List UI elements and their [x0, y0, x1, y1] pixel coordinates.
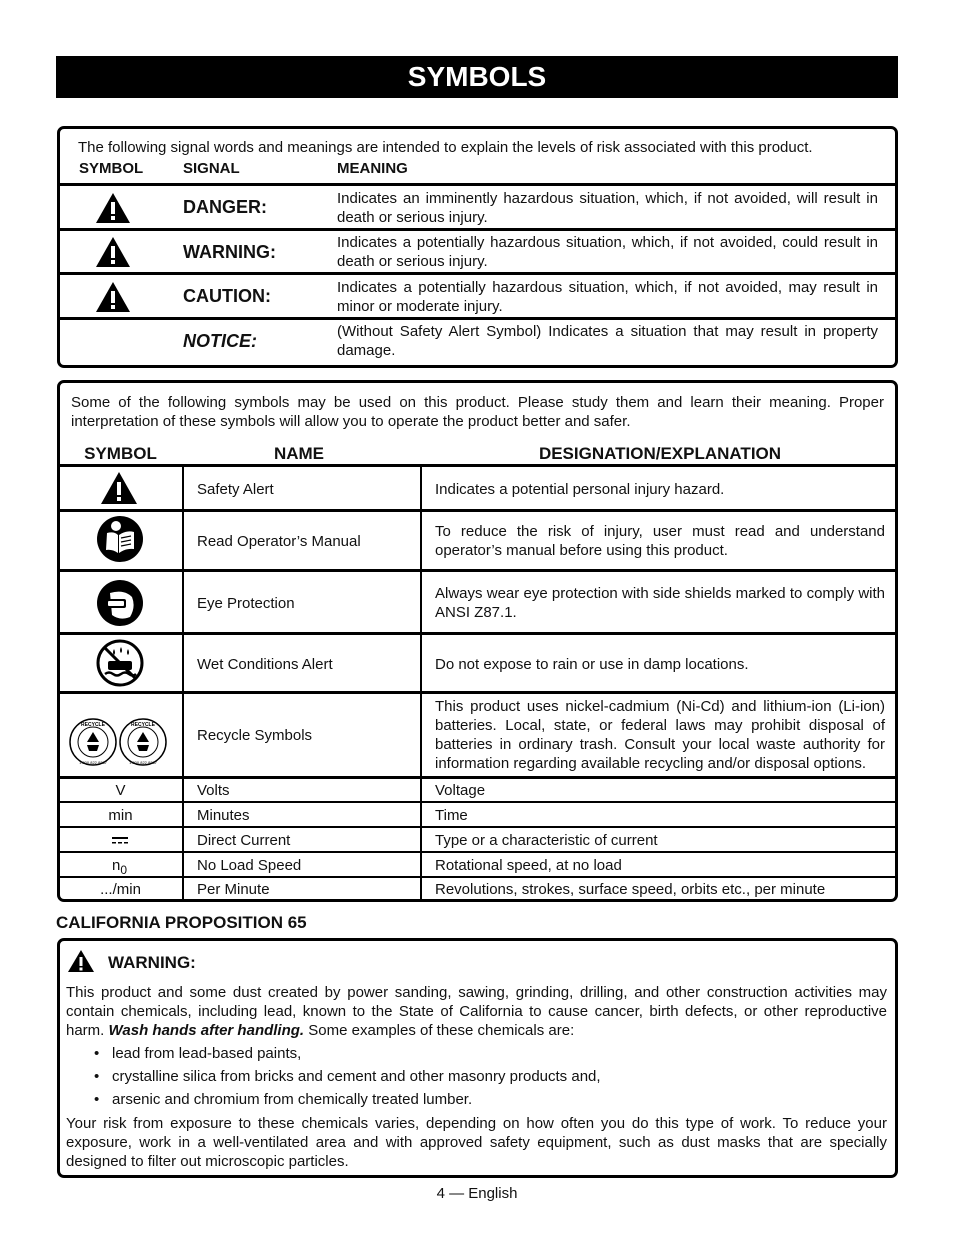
- symbol-name-read-manual: Read Operator’s Manual: [197, 533, 361, 550]
- signal-caution-meaning: Indicates a potentially hazardous situation, which, if not avoided, may result in minor or moderate injury.: [337, 279, 878, 315]
- recycle-seal-bottom-text: 1.800.822.8837: [79, 760, 107, 765]
- symbol-expl-wet-conditions: Do not expose to rain or use in damp locations.: [435, 656, 749, 673]
- recycle-seal-icon: [119, 718, 167, 766]
- page-footer: 4 — English: [436, 1185, 518, 1202]
- symbol-expl-volts: Voltage: [435, 782, 486, 799]
- symbol-volts: V: [115, 782, 126, 799]
- symbol-name-no-load-speed: No Load Speed: [197, 857, 302, 874]
- eye-protection-icon: [96, 579, 144, 627]
- symbol-expl-per-minute: Revolutions, strokes, surface speed, orbits etc., per minute: [435, 881, 826, 898]
- prop65-heading: CALIFORNIA PROPOSITION 65: [56, 913, 307, 932]
- signal-warning: WARNING:: [183, 242, 276, 262]
- symbol-expl-recycle: This product uses nickel-cadmium (Ni-Cd) and lithium-ion (Li-ion) batteries. Local, state, or federal laws may prohibit disposal of batteries in ordinary trash. Consult your local waste authority for information regarding available recycling and/or disposal options.: [435, 698, 885, 772]
- signal-header-signal: SIGNAL: [183, 160, 240, 177]
- symbol-name-direct-current: Direct Current: [197, 832, 291, 849]
- symbol-expl-direct-current: Type or a characteristic of current: [435, 832, 658, 849]
- signal-caution: CAUTION:: [183, 286, 271, 306]
- symbol-expl-minutes: Time: [435, 807, 468, 824]
- signal-notice: NOTICE:: [183, 331, 257, 351]
- warning-triangle-icon: [67, 949, 95, 973]
- symbol-name-safety-alert: Safety Alert: [197, 481, 274, 498]
- direct-current-icon: [112, 837, 128, 845]
- symbols-header-explanation: DESIGNATION/EXPLANATION: [538, 444, 782, 463]
- wet-conditions-icon: [96, 639, 144, 687]
- recycle-seal-icon: [69, 718, 117, 766]
- safety-alert-icon: [100, 471, 138, 505]
- symbols-intro: Some of the following symbols may be used on this product. Please study them and learn their meaning. Proper interpretation of these symbols will allow you to operate the product better and safer.: [71, 394, 884, 430]
- warning-triangle-icon: [95, 192, 131, 224]
- prop65-paragraph-1: This product and some dust created by power sanding, sawing, grinding, drilling, and other construction activities may contain chemicals, including lead, known to the State of California to cause cancer, birth defects, or other reproductive harm. Wash hands after handling. Some examples of these chemicals are:: [66, 984, 887, 1039]
- symbol-per-minute: .../min: [100, 881, 141, 898]
- read-manual-icon: [96, 515, 144, 563]
- symbol-expl-safety-alert: Indicates a potential personal injury hazard.: [435, 481, 725, 498]
- signal-header-symbol: SYMBOL: [79, 160, 144, 177]
- signal-intro: The following signal words and meanings are intended to explain the levels of risk associated with this product.: [78, 139, 813, 156]
- signal-notice-meaning: (Without Safety Alert Symbol) Indicates a situation that may result in property damage.: [337, 323, 878, 359]
- signal-warning-meaning: Indicates a potentially hazardous situation, which, if not avoided, could result in death or serious injury.: [337, 234, 878, 270]
- prop65-paragraph-2: Your risk from exposure to these chemicals varies, depending on how often you do this type of work. To reduce your exposure, work in a well-ventilated area and with approved safety equipment, such as dust masks that are specially designed to filter out microscopic particles.: [66, 1115, 887, 1170]
- symbol-name-volts: Volts: [197, 782, 230, 799]
- symbol-name-recycle: Recycle Symbols: [197, 727, 313, 744]
- symbols-header-name: NAME: [273, 444, 325, 463]
- symbol-expl-read-manual: To reduce the risk of injury, user must read and understand operator’s manual before using this product.: [435, 523, 885, 559]
- symbol-expl-eye-protection: Always wear eye protection with side shields marked to comply with ANSI Z87.1.: [435, 585, 885, 621]
- page-title: SYMBOLS: [56, 56, 898, 98]
- recycle-seal-top-text: RECYCLE: [131, 722, 155, 728]
- prop65-bullet: •: [94, 1045, 100, 1062]
- symbols-header-symbol: SYMBOL: [84, 444, 157, 463]
- prop65-bullet: •: [94, 1091, 100, 1108]
- symbol-expl-no-load-speed: Rotational speed, at no load: [435, 857, 622, 874]
- warning-triangle-icon: [95, 281, 131, 313]
- symbol-name-per-minute: Per Minute: [197, 881, 270, 898]
- symbol-minutes: min: [108, 807, 133, 824]
- signal-header-meaning: MEANING: [337, 160, 408, 177]
- warning-triangle-icon: [95, 236, 131, 268]
- prop65-warning-label: WARNING:: [108, 953, 196, 972]
- symbol-name-eye-protection: Eye Protection: [197, 595, 295, 612]
- symbol-name-wet-conditions: Wet Conditions Alert: [197, 656, 333, 673]
- signal-danger: DANGER:: [183, 197, 267, 217]
- signal-danger-meaning: Indicates an imminently hazardous situation, which, if not avoided, will result in death or serious injury.: [337, 190, 878, 226]
- recycle-seal-top-text: RECYCLE: [81, 722, 105, 728]
- prop65-bullet: •: [94, 1068, 100, 1085]
- symbol-no-load-speed: $n_0$: [112, 857, 128, 877]
- prop65-bullet-text: crystalline silica from bricks and cement and other masonry products and,: [112, 1068, 601, 1085]
- symbol-name-minutes: Minutes: [197, 807, 250, 824]
- prop65-bullet-text: arsenic and chromium from chemically treated lumber.: [112, 1091, 473, 1108]
- prop65-bullet-text: lead from lead-based paints,: [112, 1045, 302, 1062]
- recycle-seal-bottom-text: 1.800.822.8837: [129, 760, 157, 765]
